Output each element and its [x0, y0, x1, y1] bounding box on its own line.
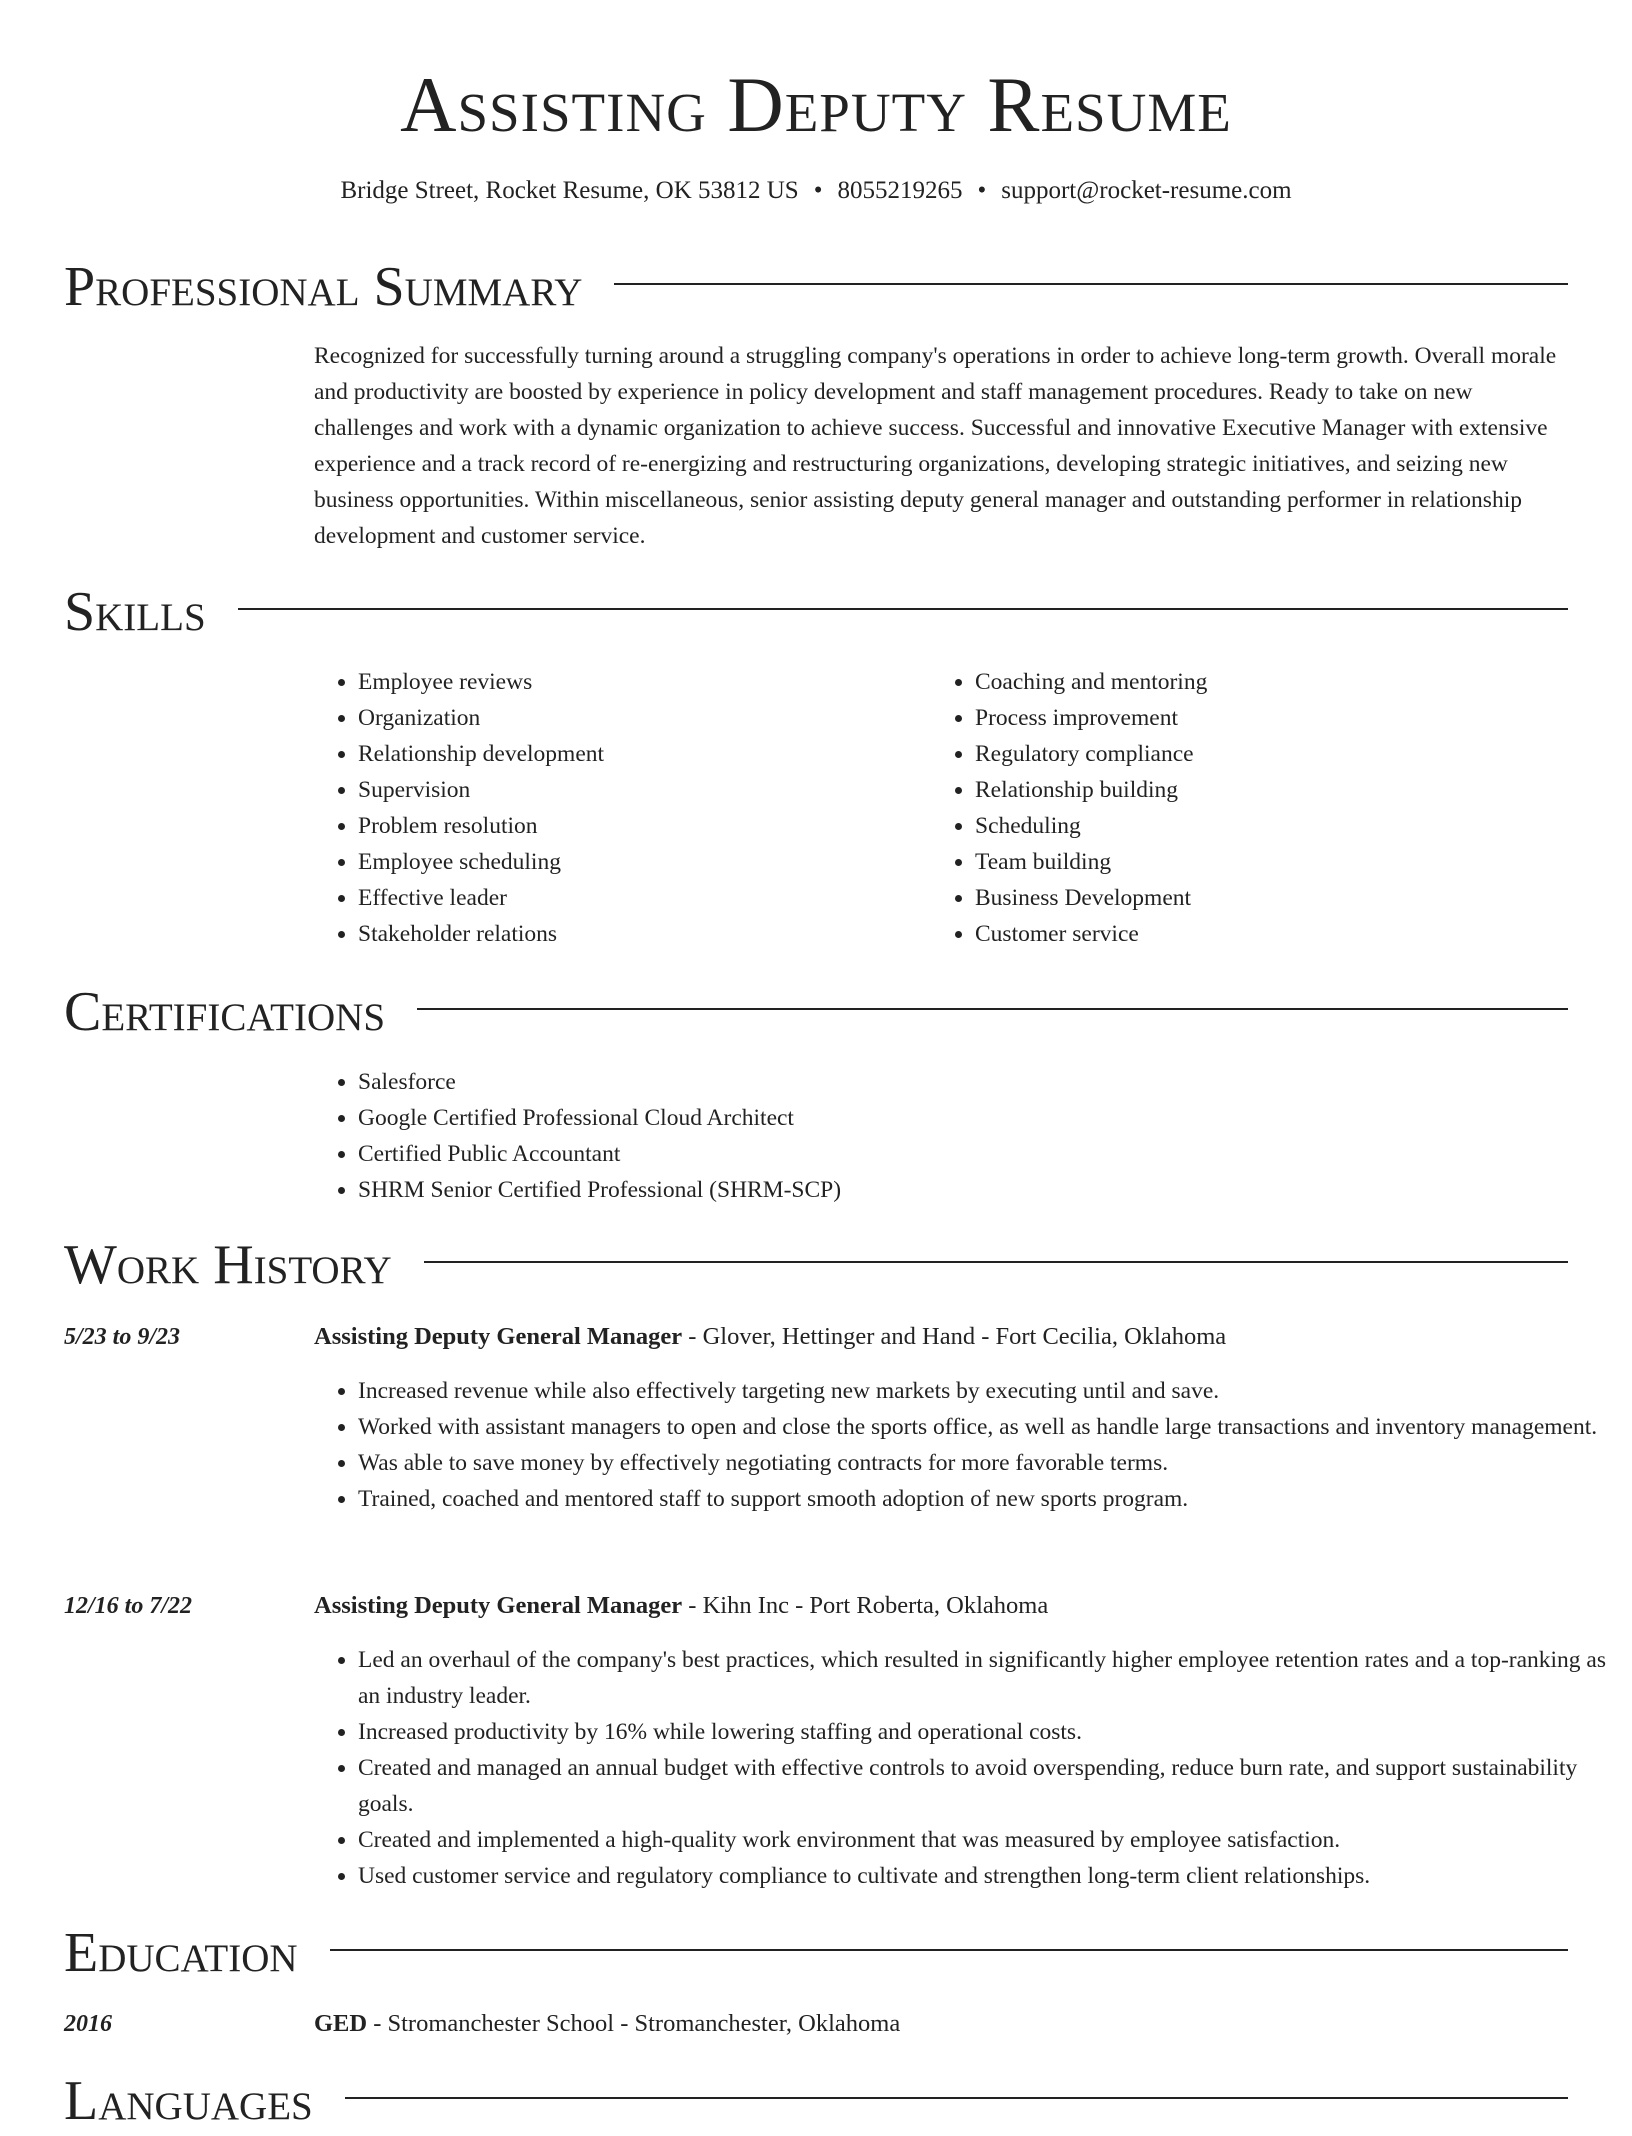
education-section-header: [64, 1918, 1568, 1988]
skill-item: • Scheduling: [975, 808, 1575, 844]
job-duty-item: • Used customer service and regulatory compliance to cultivate and strengthen long-term client relationships.: [358, 1858, 1614, 1894]
job-dates: 12/16 to 7/22: [64, 1593, 193, 1619]
job-duty-item: • Led an overhaul of the company's best practices, which resulted in significantly higher employee retention rates and a top-ranking as an industry leader.: [358, 1642, 1614, 1714]
summary-text: Recognized for successfully turning around a struggling company's operations in order to achieve long-term growth. Overall morale and productivity are boosted by experience in policy development and staff management procedures. Ready to take on new challenges and work with a dynamic organization to achieve success. Successful and innovative Executive Manager with extensive experience and a track record of re-energizing and restructuring organizations, developing strategic initiatives, and seizing new business opportunities. Within miscellaneous, senior assisting deputy general manager and outstanding performer in relationship development and customer service.: [314, 343, 1557, 549]
section-divider: [330, 1949, 1568, 1951]
skill-item: • Team building: [975, 844, 1575, 880]
job-duties-list: [314, 1373, 1614, 1517]
skill-item: • Effective leader: [358, 880, 918, 916]
skill-item: • Regulatory compliance: [975, 736, 1575, 772]
contact-email: support@rocket-resume.com: [1001, 177, 1292, 204]
skills-section-header: [64, 577, 1568, 647]
job-dates: 5/23 to 9/23: [64, 1324, 181, 1350]
job-title: Assisting Deputy General Manager: [314, 1592, 683, 1619]
summary-section-title: Professional Summary: [64, 256, 583, 318]
certification-item: • Google Certified Professional Cloud Architect: [358, 1100, 1614, 1136]
section-divider: [424, 1261, 1568, 1263]
education-section-title: Education: [64, 1922, 298, 1984]
skills-list-left: [314, 664, 918, 952]
certifications-section-header: [64, 977, 1568, 1047]
job-duty-item: • Worked with assistant managers to open and close the sports office, as well as handle large transactions and inventory management.: [358, 1409, 1614, 1445]
job-duty-item: • Increased revenue while also effectively targeting new markets by executing until and save.: [358, 1373, 1614, 1409]
education-degree: GED: [314, 2010, 368, 2037]
job-duty-item: • Increased productivity by 16% while lowering staffing and operational costs.: [358, 1714, 1614, 1750]
skill-item: • Business Development: [975, 880, 1575, 916]
skill-item: • Supervision: [358, 772, 918, 808]
certification-item: • Salesforce: [358, 1064, 1614, 1100]
contact-line: [0, 174, 1632, 208]
job-employer-location: - Kihn Inc - Port Roberta, Oklahoma: [682, 1592, 1049, 1619]
skill-item: • Employee scheduling: [358, 844, 918, 880]
summary-section-header: [64, 252, 1568, 322]
education-school-location: - Stromanchester School - Stromanchester, Oklahoma: [367, 2010, 901, 2037]
job-duties-list: [314, 1642, 1614, 1894]
job-duty-item: • Was able to save money by effectively negotiating contracts for more favorable terms.: [358, 1445, 1614, 1481]
skill-item: • Relationship development: [358, 736, 918, 772]
section-divider: [345, 2097, 1568, 2099]
job-title: Assisting Deputy General Manager: [314, 1323, 683, 1350]
job-duty-item: • Created and implemented a high-quality work environment that was measured by employee satisfaction.: [358, 1822, 1614, 1858]
skill-item: • Stakeholder relations: [358, 916, 918, 952]
job-duty-item: • Trained, coached and mentored staff to support smooth adoption of new sports program.: [358, 1481, 1614, 1517]
job-heading: [314, 1588, 1570, 1624]
work-history-section-header: [64, 1230, 1568, 1300]
skills-section-title: Skills: [64, 581, 206, 643]
skill-item: • Relationship building: [975, 772, 1575, 808]
contact-address: Bridge Street, Rocket Resume, OK 53812 US: [340, 177, 799, 204]
skill-item: • Problem resolution: [358, 808, 918, 844]
skill-item: • Employee reviews: [358, 664, 918, 700]
resume-name: Assisting Deputy Resume: [400, 61, 1232, 148]
education-year: 2016: [64, 2011, 112, 2037]
skill-item: • Process improvement: [975, 700, 1575, 736]
contact-separator: •: [813, 177, 823, 204]
job-duty-item: • Created and managed an annual budget with effective controls to avoid overspending, reduce burn rate, and support sustainability goals.: [358, 1750, 1614, 1822]
skill-item: • Organization: [358, 700, 918, 736]
certifications-list: [314, 1064, 1614, 1208]
certification-item: • SHRM Senior Certified Professional (SHRM-SCP): [358, 1172, 1614, 1208]
education-entry: [314, 2006, 1570, 2042]
languages-section-title: Languages: [64, 2070, 313, 2132]
job-heading: [314, 1319, 1570, 1355]
certifications-section-title: Certifications: [64, 981, 386, 1043]
languages-section-header: [64, 2066, 1568, 2136]
section-divider: [614, 283, 1568, 285]
skill-item: • Customer service: [975, 916, 1575, 952]
contact-phone: 8055219265: [837, 177, 963, 204]
section-divider: [417, 1008, 1568, 1010]
work-history-section-title: Work History: [64, 1234, 392, 1296]
skills-list-right: [931, 664, 1575, 952]
job-employer-location: - Glover, Hettinger and Hand - Fort Cecilia, Oklahoma: [682, 1323, 1227, 1350]
contact-separator: •: [977, 177, 987, 204]
certification-item: • Certified Public Accountant: [358, 1136, 1614, 1172]
section-divider: [238, 608, 1568, 610]
skill-item: • Coaching and mentoring: [975, 664, 1575, 700]
